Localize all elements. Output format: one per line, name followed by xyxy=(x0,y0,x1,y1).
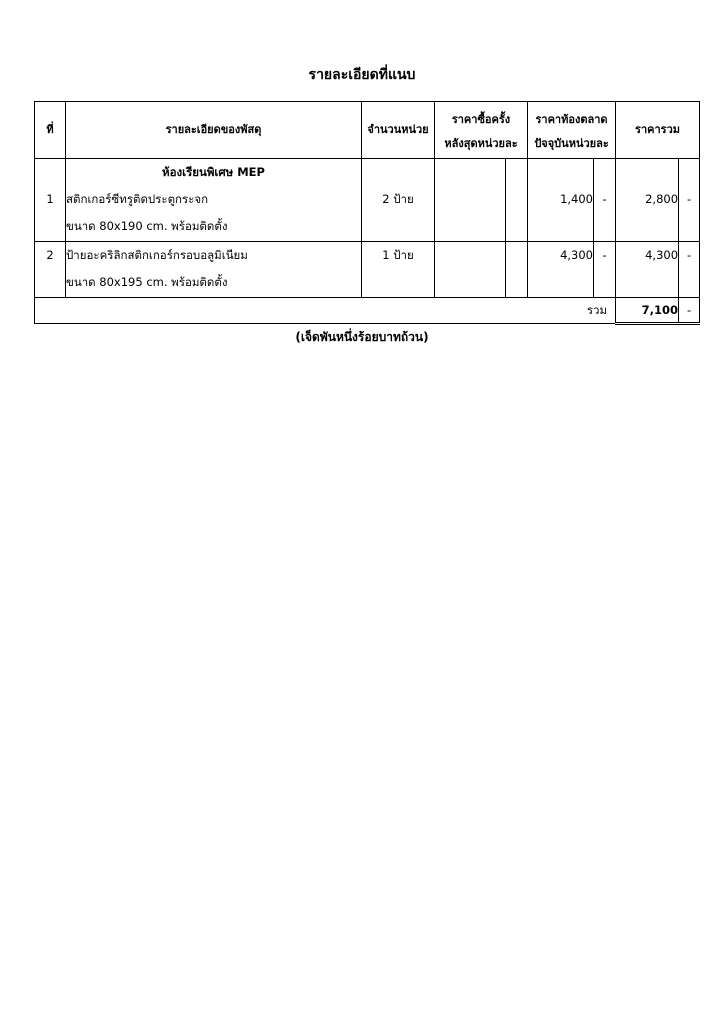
sum-value: 7,100 xyxy=(641,303,679,317)
header-last-price-line1: ราคาซื้อครั้ง xyxy=(451,112,511,126)
row-quantity: 1 ป้าย xyxy=(382,248,414,262)
row-quantity: 2 ป้าย xyxy=(382,192,414,206)
row-market-price-cell xyxy=(528,159,594,242)
row-no: 1 xyxy=(46,192,54,206)
row-total-cell xyxy=(616,159,679,242)
header-description: รายละเอียดของพัสดุ xyxy=(66,102,362,159)
row-market-satang: - xyxy=(602,248,607,262)
row-market-price-cell xyxy=(528,242,594,298)
sum-satang-cell xyxy=(679,298,700,324)
header-last-price-line2: หลังสุดหน่วยละ xyxy=(444,136,518,150)
section-title: ห้องเรียนพิเศษ MEP xyxy=(162,165,265,179)
row-quantity-cell xyxy=(362,242,435,298)
sum-value-cell xyxy=(616,298,679,324)
header-last-price xyxy=(435,102,528,159)
row-quantity-cell xyxy=(362,159,435,242)
row-description-line1: ป้ายอะคริลิกสติกเกอร์กรอบอลูมิเนียม xyxy=(66,248,248,262)
row-total-satang-cell xyxy=(679,242,700,298)
header-quantity: จำนวนหน่วย xyxy=(362,102,435,159)
row-total-satang: - xyxy=(686,248,692,262)
row-no-cell xyxy=(35,242,66,298)
document-title: รายละเอียดที่แนบ xyxy=(308,67,416,83)
row-market-satang-cell xyxy=(594,159,616,242)
header-market-price xyxy=(528,102,616,159)
row-total-satang: - xyxy=(686,192,692,206)
row-last-price-cell xyxy=(435,242,506,298)
row-description-line1: สติกเกอร์ซีทรูติดประตูกระจก xyxy=(66,192,209,206)
row-description-cell xyxy=(66,242,362,298)
header-total: ราคารวม xyxy=(616,102,700,159)
row-market-price: 1,400 xyxy=(560,192,594,206)
row-total: 2,800 xyxy=(645,192,679,206)
row-description-line2: ขนาด 80x190 cm. พร้อมติดตั้ง xyxy=(66,219,228,233)
row-no-cell xyxy=(35,159,66,242)
row-total-satang-cell xyxy=(679,159,700,242)
table-header-row xyxy=(35,102,700,159)
sum-row xyxy=(35,298,700,324)
table-row xyxy=(35,242,700,298)
sum-satang: - xyxy=(686,303,692,317)
amount-in-words: (เจ็ดพันหนึ่งร้อยบาทถ้วน) xyxy=(295,330,429,344)
row-market-satang-cell xyxy=(594,242,616,298)
header-market-price-line2: ปัจจุบันหน่วยละ xyxy=(534,136,609,150)
header-no: ที่ xyxy=(35,102,66,159)
header-market-price-line1: ราคาท้องตลาด xyxy=(535,112,608,126)
row-total: 4,300 xyxy=(645,248,679,262)
row-description-cell xyxy=(66,159,362,242)
items-table xyxy=(34,101,700,325)
sum-label-cell xyxy=(35,298,616,324)
row-no: 2 xyxy=(46,248,54,262)
row-market-satang: - xyxy=(602,192,607,206)
row-last-price-satang-cell xyxy=(506,159,528,242)
row-total-cell xyxy=(616,242,679,298)
row-last-price-cell xyxy=(435,159,506,242)
table-row xyxy=(35,159,700,242)
row-description-line2: ขนาด 80x195 cm. พร้อมติดตั้ง xyxy=(66,275,228,289)
row-last-price-satang-cell xyxy=(506,242,528,298)
sum-label: รวม xyxy=(586,302,608,317)
row-market-price: 4,300 xyxy=(560,248,594,262)
